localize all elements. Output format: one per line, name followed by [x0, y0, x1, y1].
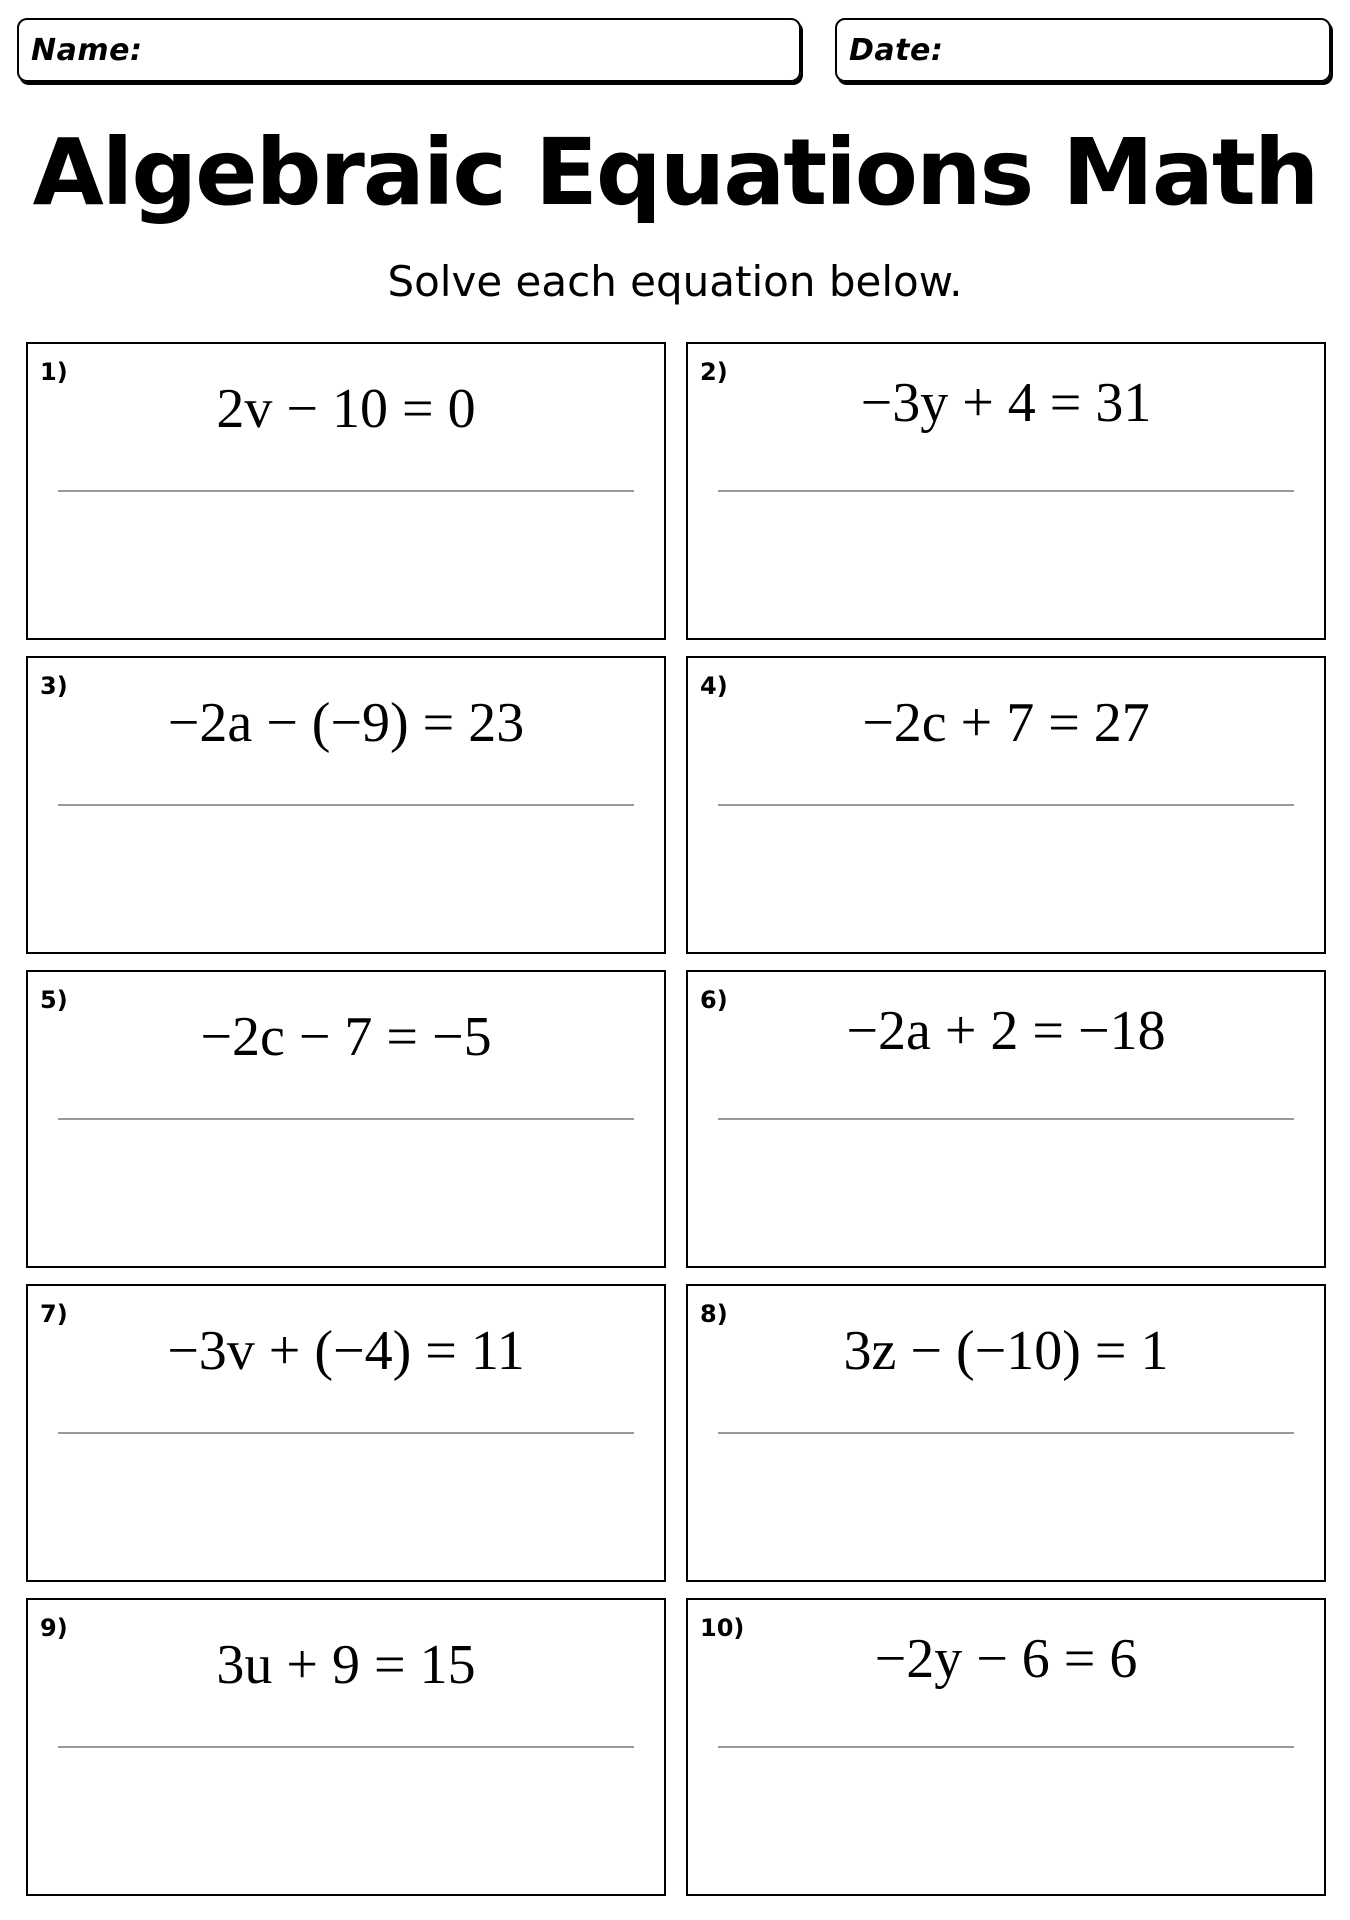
answer-line[interactable]: [58, 1432, 634, 1434]
equation: −2c − 7 = −5: [200, 1006, 492, 1068]
problem-box-8: [686, 1284, 1326, 1582]
problem-number: 4): [700, 672, 728, 700]
problem-box-7: [26, 1284, 666, 1582]
problem-number: 1): [40, 358, 68, 386]
problem-box-1: [26, 342, 666, 640]
answer-line[interactable]: [718, 490, 1294, 492]
problem-box-4: [686, 656, 1326, 954]
problem-number: 2): [700, 358, 728, 386]
answer-line[interactable]: [58, 490, 634, 492]
answer-line[interactable]: [718, 1118, 1294, 1120]
equation: 2v − 10 = 0: [216, 378, 476, 440]
problem-box-10: [686, 1598, 1326, 1896]
equation: −2c + 7 = 27: [862, 692, 1150, 754]
problem-number: 3): [40, 672, 68, 700]
instructions: Solve each equation below.: [387, 257, 963, 306]
problem-number: 9): [40, 1614, 68, 1642]
name-label: Name:: [31, 32, 143, 68]
problem-box-3: [26, 656, 666, 954]
problem-box-9: [26, 1598, 666, 1896]
problem-number: 8): [700, 1300, 728, 1328]
problem-box-6: [686, 970, 1326, 1268]
equation: −2a + 2 = −18: [846, 1000, 1166, 1062]
answer-line[interactable]: [58, 1118, 634, 1120]
answer-line[interactable]: [718, 1432, 1294, 1434]
equation: −2a − (−9) = 23: [167, 692, 525, 754]
answer-line[interactable]: [718, 804, 1294, 806]
worksheet-title: Algebraic Equations Math: [32, 119, 1318, 226]
answer-line[interactable]: [58, 804, 634, 806]
date-field[interactable]: [835, 18, 1331, 82]
equation: −3v + (−4) = 11: [167, 1320, 525, 1382]
equation: 3u + 9 = 15: [216, 1634, 476, 1696]
problem-number: 7): [40, 1300, 68, 1328]
equation: −3y + 4 = 31: [860, 372, 1152, 434]
problem-number: 5): [40, 986, 68, 1014]
name-field[interactable]: [17, 18, 801, 82]
problem-box-2: [686, 342, 1326, 640]
problem-number: 10): [700, 1614, 745, 1642]
problem-box-5: [26, 970, 666, 1268]
problem-grid: [26, 342, 1326, 1896]
equation: −2y − 6 = 6: [874, 1628, 1138, 1690]
equation: 3z − (−10) = 1: [843, 1320, 1169, 1382]
problem-number: 6): [700, 986, 728, 1014]
answer-line[interactable]: [58, 1746, 634, 1748]
date-label: Date:: [849, 32, 944, 68]
answer-line[interactable]: [718, 1746, 1294, 1748]
